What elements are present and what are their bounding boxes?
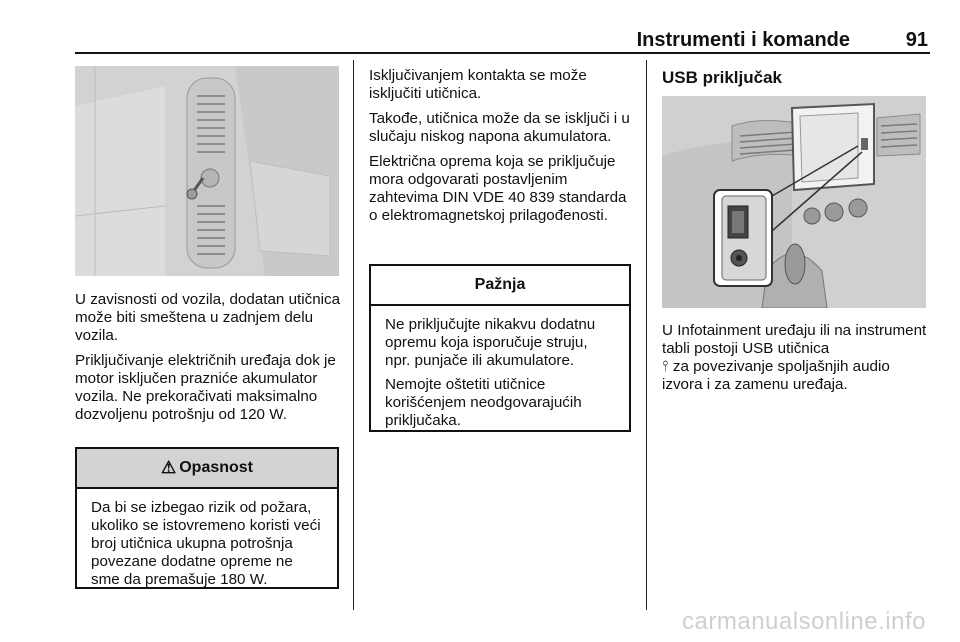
notice-box-title: Pažnja (474, 276, 526, 293)
notice-box-header (371, 266, 629, 306)
usb-icon: ⫯ (662, 358, 669, 375)
paragraph: U zavisnosti od vozila, dodatan utičnica može biti smeštena u zadnjem delu vozila. (75, 291, 341, 344)
danger-box-header (77, 449, 337, 489)
column-divider (353, 60, 354, 610)
usb-description (662, 322, 928, 394)
notice-text: Nemojte oštetiti utičnice korišćenjem neodgovarajućih priključaka. (385, 376, 582, 429)
danger-box-title: Opasnost (179, 459, 254, 476)
usb-port-illustration (662, 96, 926, 308)
column-divider (646, 60, 647, 610)
page-title: Instrumenti i komande (636, 29, 850, 51)
danger-box (75, 447, 339, 589)
rear-socket-illustration (75, 66, 339, 276)
usb-text-part-1: U Infotainment uređaju ili na instrument tabli postoji USB utičnica (662, 322, 927, 357)
notice-text: Ne priključujte nikakvu dodatnu opremu koja isporučuje struju, npr. punjače ili akumulatore. (385, 316, 596, 369)
watermark: carmanualsonline.info (682, 608, 926, 635)
header-rule (75, 52, 930, 54)
paragraph: Priključivanje električnih uređaja dok je motor isključen prazniće akumulator vozila. Ne prekoračivati maksimalno dozvoljenu potrošnju od 120 W. (75, 352, 336, 423)
paragraph: Isključivanjem kontakta se može isključiti utičnica. (369, 67, 587, 102)
paragraph: Električna oprema koja se priključuje mora odgovarati postavljenim zahtevima DIN VDE 40 839 standarda o elektromagnetskoj prilagođenosti. (369, 153, 627, 224)
column-1-text (75, 291, 343, 431)
warning-triangle-icon: ⚠ (160, 458, 177, 477)
page-number: 91 (905, 29, 928, 51)
danger-box-body (77, 489, 337, 589)
paragraph: Takođe, utičnica može da se isključi i u slučaju niskog napona akumulatora. (369, 110, 630, 145)
column-2-text (369, 67, 635, 232)
danger-text: Da bi se izbegao rizik od požara, ukoliko se istovremeno koristi veći broj utičnica ukupna potrošnja povezane dodatne opreme ne sme da premašuje 180 W. (91, 499, 321, 588)
usb-text-part-2: za povezivanje spoljašnjih audio izvora i za zamenu uređaja. (662, 358, 890, 393)
notice-box-body (371, 306, 629, 430)
section-heading: USB priključak (662, 68, 782, 87)
notice-box (369, 264, 631, 432)
column-3-text (662, 322, 928, 401)
